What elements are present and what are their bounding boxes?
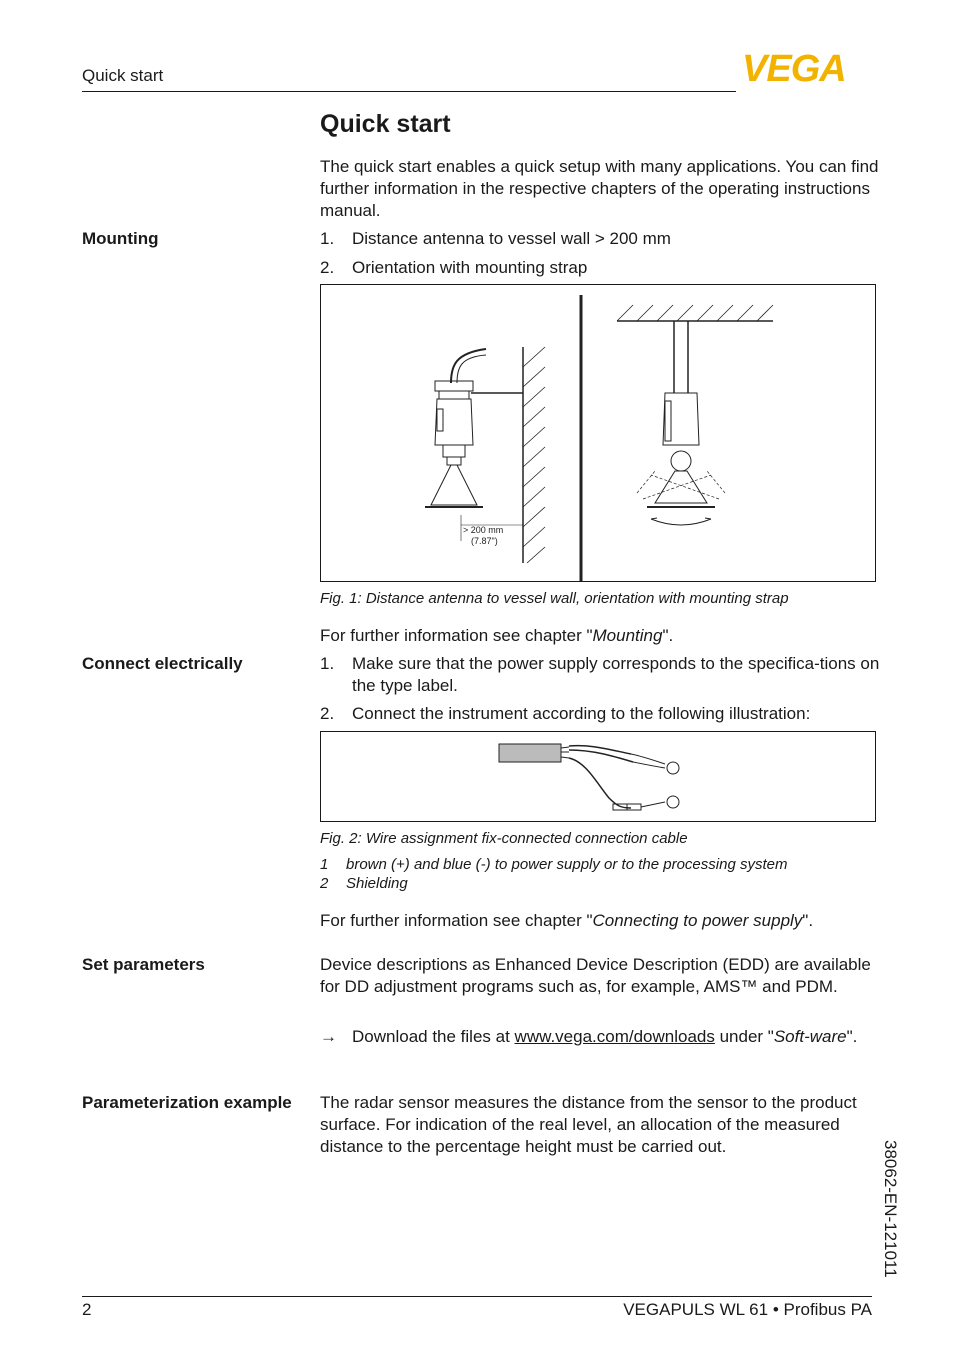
step-number: 1. bbox=[320, 229, 335, 248]
step-text: Make sure that the power supply corresponds to the specifica-tions on the type label. bbox=[352, 654, 880, 695]
legend-text: Shielding bbox=[346, 875, 408, 892]
legend-text: brown (+) and blue (-) to power supply or to the processing system bbox=[346, 856, 788, 873]
mounting-figure bbox=[320, 284, 876, 582]
connect-chapter-ref: Connecting to power supply bbox=[592, 911, 803, 930]
parameters-paragraph: Device descriptions as Enhanced Device Description (EDD) are available for DD adjustment programs such as, for example, AMS™ and PDM. bbox=[320, 955, 871, 996]
intro-paragraph: The quick start enables a quick setup with many applications. You can find further information in the respective chapters of the operating instructions manual. bbox=[320, 157, 879, 220]
connect-more-info: For further information see chapter "Connecting to power supply". bbox=[320, 911, 814, 930]
header-rule bbox=[82, 91, 736, 92]
download-instruction bbox=[320, 1026, 880, 1070]
download-text: Download the files at www.vega.com/downloads under "Soft-ware". bbox=[352, 1027, 858, 1046]
footer-rule bbox=[82, 1296, 872, 1297]
downloads-link[interactable]: www.vega.com/downloads bbox=[514, 1027, 715, 1046]
distance-label-mm: > 200 mm bbox=[463, 525, 504, 535]
mounting-illustration bbox=[321, 285, 875, 581]
wiring-illustration bbox=[321, 732, 875, 821]
page-number: 2 bbox=[82, 1300, 92, 1319]
distance-label-inch: (7.87") bbox=[471, 536, 498, 546]
figure-2-caption: Fig. 2: Wire assignment fix-connected connection cable bbox=[320, 830, 688, 847]
arrow-icon: → bbox=[320, 1027, 337, 1046]
mounting-label: Mounting bbox=[82, 229, 159, 248]
step-text: Distance antenna to vessel wall > 200 mm bbox=[352, 229, 671, 248]
product-name: VEGAPULS WL 61 • Profibus PA bbox=[623, 1300, 872, 1319]
figure-1-caption: Fig. 1: Distance antenna to vessel wall, orientation with mounting strap bbox=[320, 590, 789, 607]
vega-logo-text: VEGA bbox=[742, 50, 846, 86]
step-text: Orientation with mounting strap bbox=[352, 258, 588, 277]
mounting-chapter-ref: Mounting bbox=[592, 626, 663, 645]
figure-2-legend-item-1 bbox=[320, 856, 880, 874]
step-number: 1. bbox=[320, 654, 335, 673]
wiring-figure bbox=[320, 731, 876, 822]
document-number: 38062-EN-121011 bbox=[881, 1140, 900, 1278]
step-number: 2. bbox=[320, 258, 335, 277]
connect-step-1 bbox=[320, 653, 880, 697]
step-number: 2. bbox=[320, 704, 335, 723]
figure-2-legend-item-2 bbox=[320, 875, 880, 893]
connect-label: Connect electrically bbox=[82, 654, 243, 673]
mounting-more-info: For further information see chapter "Mounting". bbox=[320, 626, 674, 645]
example-paragraph: The radar sensor measures the distance from the sensor to the product surface. For indication of the real level, an allocation of the measured distance to the percentage height must be carried out. bbox=[320, 1093, 857, 1156]
header-section-title: Quick start bbox=[82, 66, 164, 85]
vega-logo bbox=[742, 50, 874, 86]
parameters-label: Set parameters bbox=[82, 955, 205, 974]
page-title: Quick start bbox=[320, 110, 451, 138]
legend-number: 2 bbox=[320, 875, 329, 892]
legend-number: 1 bbox=[320, 856, 329, 873]
step-text: Connect the instrument according to the following illustration: bbox=[352, 704, 811, 723]
software-ref: Soft-ware bbox=[773, 1027, 847, 1046]
example-label: Parameterization example bbox=[82, 1093, 292, 1112]
